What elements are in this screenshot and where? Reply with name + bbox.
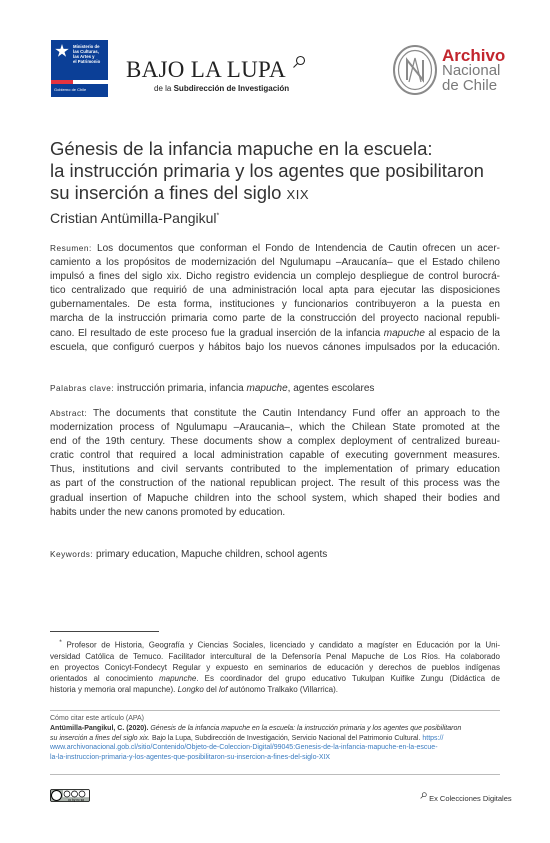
footnote-line-4 xyxy=(50,673,500,684)
abstract-line-5: Thus, institutions and civil servants contributed to the implementation of primary education xyxy=(50,464,500,476)
creative-commons-badge-icon[interactable] xyxy=(50,789,90,802)
abstract-paragraph xyxy=(50,406,500,520)
citation-link-line-4[interactable]: la-la-instruccion-primaria-y-los-agentes-que-posibilitaron-su-insercion-a-fines-del-siglo-XIX xyxy=(50,754,331,762)
gobierno-label: Gobierno de Chile xyxy=(54,87,87,92)
author-footnote xyxy=(50,637,500,695)
author-name xyxy=(50,210,219,226)
abstract-line-6: as part of the construction of the national republican project. The result of this process was the xyxy=(50,478,500,490)
citation-link-line-3[interactable]: www.archivonacional.gob.cl/sitio/Contenido/Objeto-de-Coleccion-Digital/99045:Genesis-de-la-infancia-mapuche-en-la-escue- xyxy=(50,744,438,752)
author-footnote-mark: * xyxy=(216,212,220,220)
citation-author: Antümilla-Pangikul, C. (2020). xyxy=(50,724,151,732)
footnote-line-4-end: . Es coordinador del grupo educativo Tukulpan Kuifike Zungu (Didáctica de xyxy=(196,673,501,683)
footnote-line-1-text: Profesor de Historia, Geografía y Ciencias Sociales, licenciado y candidato a magíster en Educación por la Uni- xyxy=(61,640,500,650)
archivo-nacional-logo xyxy=(442,48,505,93)
footnote-line-4-start: orientados al conocimiento xyxy=(50,673,159,683)
magnifier-icon xyxy=(292,55,306,69)
brand-sub-prefix: de la xyxy=(154,84,172,93)
resumen-line-7 xyxy=(50,327,500,341)
footnote-line-5-end: autónomo Tralkako (Villarrica). xyxy=(227,684,338,694)
archivo-line1: Archivo xyxy=(442,46,506,65)
keywords-label: Keywords: xyxy=(50,549,94,559)
resumen-line-6: marcha de la instrucción primaria como parte de la construcción del proyecto nacional republi- xyxy=(50,313,500,325)
abstract-label: Abstract: xyxy=(50,408,88,418)
ex-colecciones-digitales xyxy=(420,792,512,803)
ministry-name: Ministerio de las Culturas, las Artes y el Patrimonio xyxy=(73,44,101,64)
citation-block xyxy=(50,714,500,763)
palabras-line xyxy=(50,381,500,396)
footnote-line-5-em2: lof xyxy=(218,684,228,694)
abstract-line-8: habits under the new canons promoted by education. xyxy=(50,506,286,518)
abstract-line xyxy=(50,406,500,421)
citation-rule-top xyxy=(50,710,500,711)
abstract-line-3: end of the 19th century. These documents show a complex deployment of centralized bureau- xyxy=(50,436,500,448)
abstract-line-1: The documents that constitute the Cautin Intendancy Fund offer an approach to the xyxy=(87,408,500,419)
resumen-line-7-start: cano. El resultado de este proceso fue la gradual inserción de la infancia xyxy=(50,327,384,339)
citation-title-2: su inserción a fines del siglo xix. xyxy=(50,734,150,742)
brand-title: BAJO LA LUPA xyxy=(126,57,285,82)
collection-label: Ex Colecciones Digitales xyxy=(429,794,512,803)
resumen-line xyxy=(50,241,500,256)
footnote-line-1 xyxy=(50,637,500,651)
abstract-line-7: gradual insertion of Mapuche children into the school system, which shaped their bodies and xyxy=(50,492,500,504)
footnote-mark: * xyxy=(59,639,62,646)
keywords-text: primary education, Mapuche children, school agents xyxy=(93,549,328,560)
bajo-la-lupa-logo xyxy=(126,55,306,83)
magnifier-icon xyxy=(420,792,427,799)
citation-source: Bajo la Lupa, Subdirección de Investigación, Servicio Nacional del Patrimonio Cultural. xyxy=(150,734,423,742)
archivo-line3: de Chile xyxy=(442,77,498,94)
citation-label: Cómo citar este artículo (APA) xyxy=(50,715,145,722)
footnote-line-5-em1: Longko xyxy=(177,684,204,694)
article-title xyxy=(50,138,510,206)
resumen-paragraph xyxy=(50,241,500,355)
palabras-clave xyxy=(50,381,500,396)
keywords xyxy=(50,547,500,562)
footnote-line-5-mid: del xyxy=(203,684,219,694)
archivo-seal-icon xyxy=(392,44,438,96)
title-line-1: Génesis de la infancia mapuche en la escuela: xyxy=(50,138,433,159)
title-line-3-text: su inserción a fines del siglo xyxy=(50,182,282,203)
citation-line-1 xyxy=(50,724,500,734)
resumen-line-7-end: al espacio de la xyxy=(424,327,500,339)
keywords-line xyxy=(50,547,500,562)
footnote-line-3: en proyectos Conicyt-Fondecyt Regular y expuesto en seminarios de educación y derechos de pueblos indígenas xyxy=(50,662,500,672)
citation-title-1: Génesis de la infancia mapuche en la escuela: la instrucción primaria y los agentes que posibilitaron xyxy=(150,724,462,732)
citation-rule-bottom xyxy=(50,774,500,775)
footnote-line-2: versidad Católica de Temuco. Facilitador intercultural de la Defensoría Penal Mapuche de Los Ríos. Ha colaborado xyxy=(50,651,500,661)
resumen-line-7-em: mapuche xyxy=(383,327,425,339)
resumen-line-8: escuela, que configuró cuerpos y hábitos bajo los nuevos cánones impulsados por la educación. xyxy=(50,341,500,353)
palabras-label: Palabras clave: xyxy=(50,383,115,393)
resumen-line-2: camiento a los propósitos de modernización del Ngulumapu –Araucanía– que el Estado chileno xyxy=(50,257,500,269)
resumen-line-5: gubernamentales. De esta forma, instituciones y funcionarios contribuyeron a la puesta en xyxy=(50,299,500,311)
title-line-3 xyxy=(50,182,510,206)
resumen-line-3: impulsó a fines del siglo xix. Dicho registro evidencia un complejo despliegue de control burocrá- xyxy=(50,271,500,283)
footnote-line-5 xyxy=(50,684,500,695)
abstract-line-2: modernization process of Ngulumapu –Araucania–, which the Chilean State promoted at the xyxy=(50,422,500,434)
resumen-label: Resumen: xyxy=(50,243,92,253)
footnote-line-5-start: historia y memoria oral mapunche). xyxy=(50,684,178,694)
brand-subtitle xyxy=(154,84,289,93)
footnote-line-4-em: mapunche xyxy=(158,673,197,683)
brand-sub-bold: Subdirección de Investigación xyxy=(173,84,290,93)
footnote-rule xyxy=(50,631,159,632)
gobierno-de-chile-logo xyxy=(51,40,108,97)
palabras-start: instrucción primaria, infancia xyxy=(114,383,247,394)
citation-link-start[interactable]: https:// xyxy=(422,734,444,742)
resumen-line-4: tico centralizado que requirió de una administración local apta para ejecutar las disposiciones xyxy=(50,285,500,297)
title-century: XIX xyxy=(286,187,309,202)
palabras-em: mapuche xyxy=(246,383,288,394)
palabras-end: , agentes escolares xyxy=(287,383,375,394)
abstract-line-4: cratic control that required a local administration capable of executing government measures. xyxy=(50,450,500,462)
license-badge-text: cc by nc sa xyxy=(68,797,84,802)
citation-line-2 xyxy=(50,734,500,744)
resumen-line-1: Los documentos que conforman el Fondo de Intendencia de Cautin ofrecen un acer- xyxy=(91,243,500,254)
archivo-line2: Nacional xyxy=(442,62,501,79)
title-line-2: la instrucción primaria y los agentes que posibilitaron xyxy=(50,160,484,181)
author-text: Cristian Antümilla-Pangikul xyxy=(50,210,217,226)
